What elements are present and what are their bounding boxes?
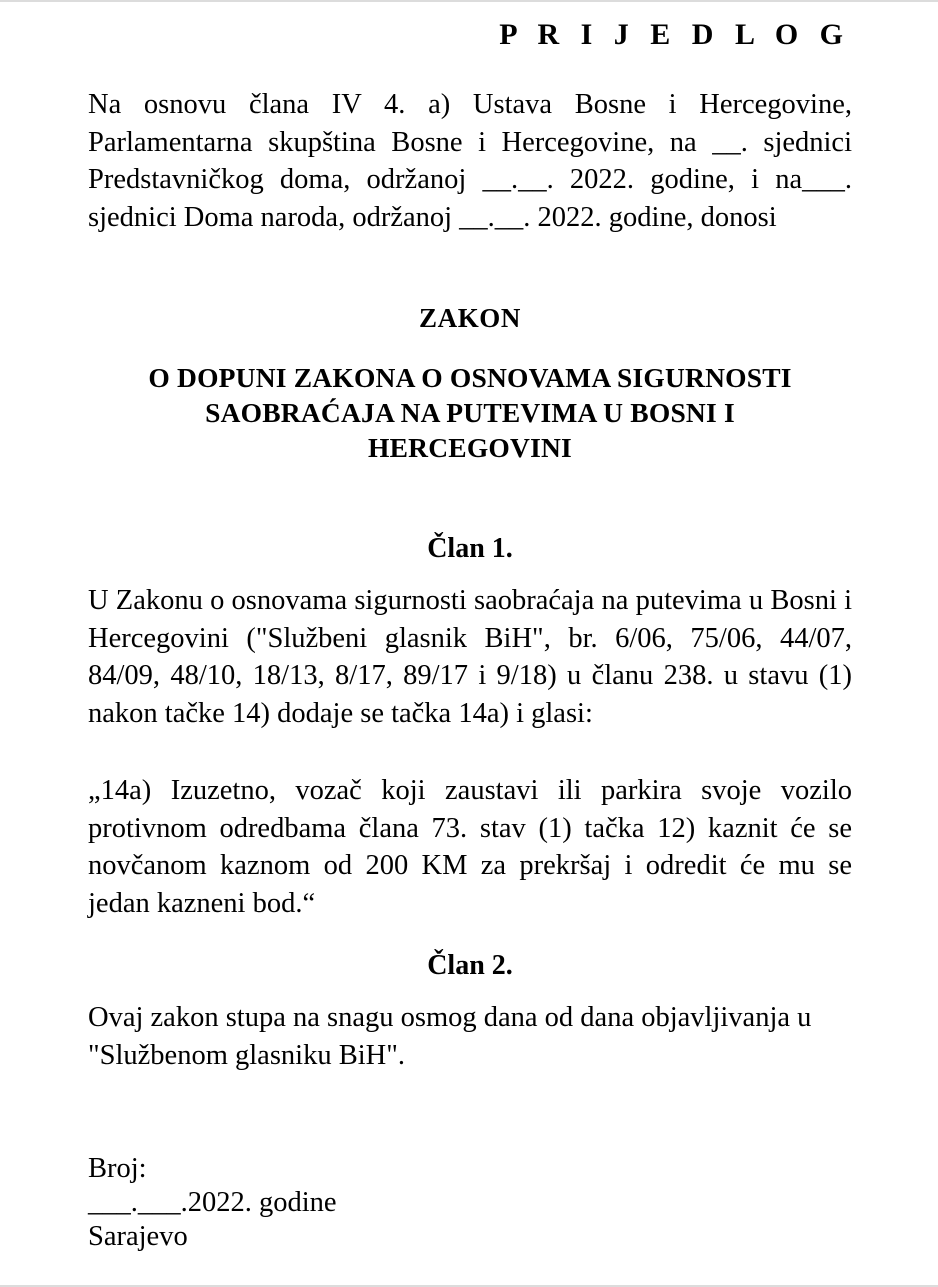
- footer-block: [88, 1152, 852, 1254]
- spacer-before-article-2: [88, 922, 852, 948]
- article-2-body: Ovaj zakon stupa na snagu osmog dana od dana objavljivanja u "Službenom glasniku BiH".: [88, 1002, 812, 1071]
- spacer-before-law-label: [88, 236, 852, 302]
- footer-number-label: Broj:: [88, 1153, 147, 1185]
- article-2-heading: Član 2.: [427, 950, 513, 982]
- law-title-line-3: HERCEGOVINI: [368, 432, 572, 464]
- law-title-heading: [88, 360, 852, 465]
- document-content: [88, 2, 852, 1254]
- spacer-article-2-heading-body: [88, 983, 852, 999]
- article-1-body: U Zakonu o osnovama sigurnosti saobraćaja na putevima u Bosni i Hercegovini ("Službeni glasnik BiH", br. 6/06, 75/06, 44/07, 84/09, 48/10, 18/13, 8/17, 89/17 i 9/18) u članu 238. u stavu (1) nakon tačke 14) dodaje se tačka 14a) i glasi:: [88, 585, 852, 729]
- intro-paragraph: Na osnovu člana IV 4. a) Ustava Bosne i Hercegovine, Parlamentarna skupština Bosne i Hercegovine, na __. sjednici Predstavničkog doma, održanoj __.__. 2022. godine, i na___. sjednici Doma naroda, održanoj __.__. 2022. godine, donosi: [88, 89, 852, 233]
- footer-date-line: ___.___.2022. godine: [88, 1187, 337, 1219]
- document-title: P R I J E D L O G: [499, 18, 850, 51]
- footer-place: Sarajevo: [88, 1221, 188, 1253]
- spacer-before-quote: [88, 732, 852, 772]
- law-title-line-2: SAOBRAĆAJA NA PUTEVIMA U BOSNI I: [205, 397, 735, 429]
- law-label-heading: ZAKON: [418, 303, 521, 333]
- spacer-article-1-heading-body: [88, 566, 852, 582]
- law-title-line-1: O DOPUNI ZAKONA O OSNOVAMA SIGURNOSTI: [148, 362, 792, 394]
- spacer-before-footer: [88, 1074, 852, 1152]
- article-1-heading: Član 1.: [427, 533, 513, 565]
- spacer-before-article-1: [88, 465, 852, 531]
- article-1-quote: „14a) Izuzetno, vozač koji zaustavi ili parkira svoje vozilo protivnom odredbama člana 73. stav (1) tačka 12) kaznit će se novčanom kaznom od 200 KM za prekršaj i odredit će mu se jedan kazneni bod.“: [88, 775, 852, 919]
